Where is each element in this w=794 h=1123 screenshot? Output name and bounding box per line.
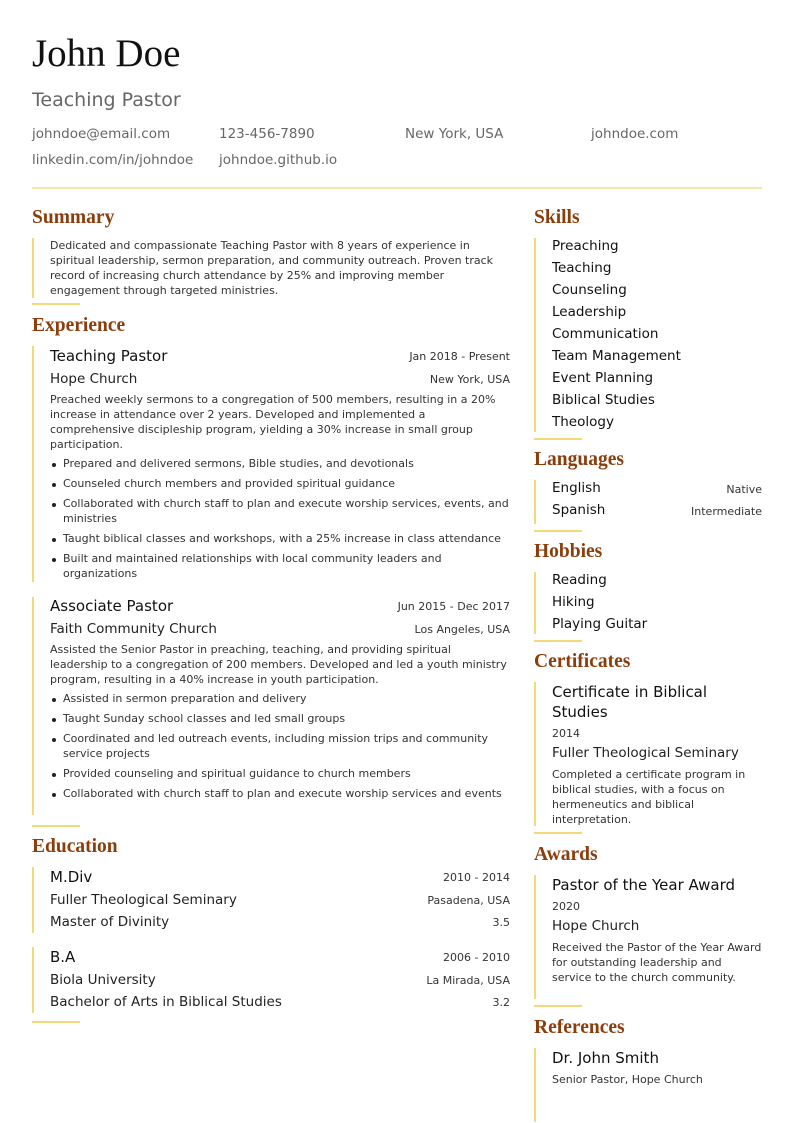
- summary-underline: [32, 303, 80, 305]
- experience-2-role: Associate Pastor: [50, 597, 174, 615]
- languages-accent-bar: [534, 480, 536, 524]
- contact-location: New York, USA: [405, 126, 504, 142]
- list-item: Taught Sunday school classes and led small groups: [50, 711, 510, 726]
- languages-heading: Languages: [534, 449, 624, 470]
- summary-text: Dedicated and compassionate Teaching Pastor with 8 years of experience in spiritual leadership, sermon preparation, and community outreach. Proven track record of increasing church attendance by 25% and improving member engagement through targeted ministries.: [50, 239, 494, 297]
- skills-underline: [534, 438, 582, 440]
- awards-accent-bar: [534, 875, 536, 999]
- list-item: Taught biblical classes and workshops, with a 25% increase in class attendance: [50, 531, 510, 546]
- contact-email[interactable]: johndoe@email.com: [32, 126, 171, 142]
- hobby-item: Playing Guitar: [552, 616, 648, 632]
- experience-2-bullets: [50, 691, 510, 806]
- awards-underline: [534, 1005, 582, 1007]
- skill-item: Leadership: [552, 304, 627, 320]
- candidate-name: John Doe: [32, 32, 181, 75]
- list-item: Collaborated with church staff to plan and execute worship services, events, and ministries: [50, 496, 510, 526]
- education-1-dates: 2010 - 2014: [443, 871, 510, 884]
- experience-1-bullets: [50, 456, 510, 586]
- education-2-school: Biola University: [50, 972, 156, 988]
- education-underline: [32, 1021, 80, 1023]
- awards-heading: Awards: [534, 844, 598, 865]
- language-level: Native: [726, 483, 762, 496]
- award-title: Pastor of the Year Award: [552, 876, 736, 894]
- candidate-title: Teaching Pastor: [32, 89, 181, 111]
- reference-position: Senior Pastor, Hope Church: [552, 1073, 703, 1086]
- contact-website[interactable]: johndoe.com: [591, 126, 679, 142]
- hobbies-underline: [534, 640, 582, 642]
- certificates-accent-bar: [534, 682, 536, 826]
- education-2-accent-bar: [32, 947, 34, 1013]
- list-item: Built and maintained relationships with local community leaders and organizations: [50, 551, 510, 581]
- education-1-degree: M.Div: [50, 868, 93, 886]
- skill-item: Counseling: [552, 282, 627, 298]
- education-2-field: Bachelor of Arts in Biblical Studies: [50, 994, 282, 1010]
- experience-1-location: New York, USA: [429, 373, 510, 386]
- list-item: Coordinated and led outreach events, including mission trips and community service projects: [50, 731, 510, 761]
- experience-2-accent-bar: [32, 597, 34, 815]
- experience-2-location: Los Angeles, USA: [414, 623, 510, 636]
- language-name: Spanish: [552, 502, 606, 518]
- skill-item: Preaching: [552, 238, 619, 254]
- certificate-year: 2014: [552, 727, 580, 740]
- award-year: 2020: [552, 900, 580, 913]
- header-divider: [32, 187, 762, 189]
- skill-item: Theology: [552, 414, 614, 430]
- skill-item: Biblical Studies: [552, 392, 655, 408]
- education-1-field: Master of Divinity: [50, 914, 170, 930]
- experience-1-accent-bar: [32, 346, 34, 582]
- education-heading: Education: [32, 836, 118, 857]
- hobby-item: Hiking: [552, 594, 595, 610]
- experience-1-description: Preached weekly sermons to a congregation of 500 members, resulting in a 20% increase in attendance over 2 years. Developed and implemented a comprehensive discipleship program, yielding a 30% increase in small group participation.: [50, 393, 496, 451]
- contact-phone[interactable]: 123-456-7890: [219, 126, 315, 142]
- language-name: English: [552, 480, 601, 496]
- skill-item: Team Management: [552, 348, 681, 364]
- references-accent-bar: [534, 1048, 536, 1122]
- hobbies-heading: Hobbies: [534, 541, 603, 562]
- skills-accent-bar: [534, 238, 536, 432]
- certificate-description: Completed a certificate program in biblical studies, with a focus on hermeneutics and biblical interpretation.: [552, 768, 746, 826]
- experience-1-org: Hope Church: [50, 371, 138, 387]
- list-item: Provided counseling and spiritual guidance to church members: [50, 766, 510, 781]
- reference-name: Dr. John Smith: [552, 1049, 659, 1067]
- references-heading: References: [534, 1017, 625, 1038]
- list-item: Collaborated with church staff to plan and execute worship services and events: [50, 786, 510, 801]
- certificates-heading: Certificates: [534, 651, 631, 672]
- certificate-issuer: Fuller Theological Seminary: [552, 745, 739, 761]
- education-2-degree: B.A: [50, 948, 76, 966]
- education-2-dates: 2006 - 2010: [443, 951, 510, 964]
- contact-linkedin[interactable]: linkedin.com/in/johndoe: [32, 152, 194, 168]
- summary-heading: Summary: [32, 207, 115, 228]
- experience-2-org: Faith Community Church: [50, 621, 217, 637]
- education-1-gpa: 3.5: [492, 916, 510, 929]
- education-2-location: La Mirada, USA: [426, 974, 510, 987]
- language-level: Intermediate: [691, 505, 762, 518]
- award-description: Received the Pastor of the Year Award for outstanding leadership and service to the church community.: [552, 941, 762, 984]
- hobbies-accent-bar: [534, 572, 536, 634]
- certificate-title: Certificate in Biblical Studies: [552, 683, 708, 721]
- experience-2-dates: Jun 2015 - Dec 2017: [397, 600, 510, 613]
- experience-underline: [32, 825, 80, 827]
- hobby-item: Reading: [552, 572, 607, 588]
- education-1-accent-bar: [32, 867, 34, 933]
- experience-heading: Experience: [32, 315, 126, 336]
- skill-item: Communication: [552, 326, 659, 342]
- education-1-school: Fuller Theological Seminary: [50, 892, 237, 908]
- summary-accent-bar: [32, 238, 34, 298]
- contact-github[interactable]: johndoe.github.io: [219, 152, 338, 168]
- experience-1-role: Teaching Pastor: [50, 347, 168, 365]
- languages-underline: [534, 530, 582, 532]
- education-1-location: Pasadena, USA: [427, 894, 510, 907]
- list-item: Prepared and delivered sermons, Bible studies, and devotionals: [50, 456, 510, 471]
- skills-heading: Skills: [534, 207, 580, 228]
- experience-1-dates: Jan 2018 - Present: [409, 350, 510, 363]
- certificates-underline: [534, 832, 582, 834]
- education-2-gpa: 3.2: [492, 996, 510, 1009]
- list-item: Counseled church members and provided spiritual guidance: [50, 476, 510, 491]
- skill-item: Event Planning: [552, 370, 654, 386]
- experience-2-description: Assisted the Senior Pastor in preaching, teaching, and providing spiritual leadership to a congregation of 200 members. Developed and led a youth ministry program, resulting in a 40% increase in youth participation.: [50, 643, 507, 686]
- skill-item: Teaching: [552, 260, 612, 276]
- list-item: Assisted in sermon preparation and delivery: [50, 691, 510, 706]
- award-issuer: Hope Church: [552, 918, 640, 934]
